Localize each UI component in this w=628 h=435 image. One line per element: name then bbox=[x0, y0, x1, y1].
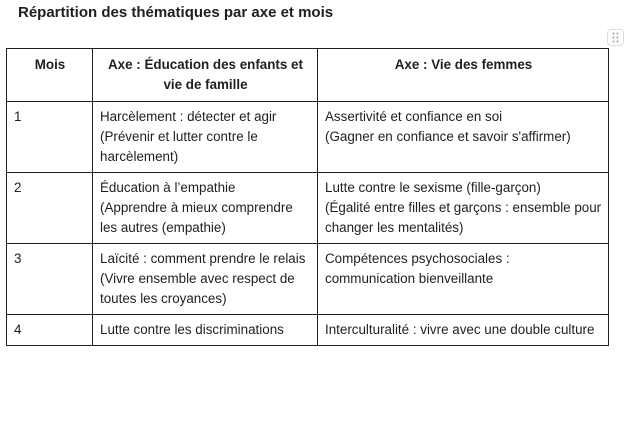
cell-women-theme[interactable] bbox=[318, 244, 609, 315]
theme-detail: (Égalité entre filles et garçons : ensemble pour changer les mentalités) bbox=[325, 200, 602, 235]
theme-detail: (Apprendre à mieux comprendre les autres (empathie) bbox=[100, 200, 293, 235]
header-month[interactable]: Mois bbox=[7, 49, 93, 102]
table-drag-handle[interactable] bbox=[607, 29, 624, 46]
cell-women-theme[interactable] bbox=[318, 315, 609, 346]
cell-month[interactable]: 4 bbox=[7, 315, 93, 346]
cell-children-theme[interactable] bbox=[93, 244, 318, 315]
themes-table bbox=[6, 48, 609, 346]
cell-month[interactable]: 2 bbox=[7, 173, 93, 244]
theme-topic: Lutte contre le sexisme (fille-garçon) bbox=[325, 180, 541, 195]
header-axis-women[interactable]: Axe : Vie des femmes bbox=[318, 49, 609, 102]
cell-month[interactable]: 3 bbox=[7, 244, 93, 315]
theme-topic: Interculturalité : vivre avec une double culture bbox=[325, 322, 595, 337]
cell-children-theme[interactable] bbox=[93, 173, 318, 244]
theme-detail: (Gagner en confiance et savoir s'affirmer) bbox=[325, 129, 571, 144]
cell-children-theme[interactable] bbox=[93, 102, 318, 173]
header-axis-children[interactable]: Axe : Éducation des enfants et vie de famille bbox=[93, 49, 318, 102]
theme-topic: Compétences psychosociales : communication bienveillante bbox=[325, 251, 510, 286]
theme-topic: Lutte contre les discriminations bbox=[100, 322, 284, 337]
theme-topic: Assertivité et confiance en soi bbox=[325, 109, 503, 124]
drag-handle-icon bbox=[612, 32, 619, 43]
table-row bbox=[7, 244, 609, 315]
theme-topic: Harcèlement : détecter et agir bbox=[100, 109, 277, 124]
table-row bbox=[7, 173, 609, 244]
theme-topic: Éducation à l’empathie bbox=[100, 180, 236, 195]
theme-detail: (Vivre ensemble avec respect de toutes les croyances) bbox=[100, 271, 295, 306]
theme-topic: Laïcité : comment prendre le relais bbox=[100, 251, 306, 266]
cell-children-theme[interactable] bbox=[93, 315, 318, 346]
table-row bbox=[7, 315, 609, 346]
table-row bbox=[7, 102, 609, 173]
cell-women-theme[interactable] bbox=[318, 102, 609, 173]
table-header-row bbox=[7, 49, 609, 102]
cell-month[interactable]: 1 bbox=[7, 102, 93, 173]
cell-women-theme[interactable] bbox=[318, 173, 609, 244]
page-title: Répartition des thématiques par axe et mois bbox=[18, 4, 334, 21]
theme-detail: (Prévenir et lutter contre le harcèlement) bbox=[100, 129, 258, 164]
